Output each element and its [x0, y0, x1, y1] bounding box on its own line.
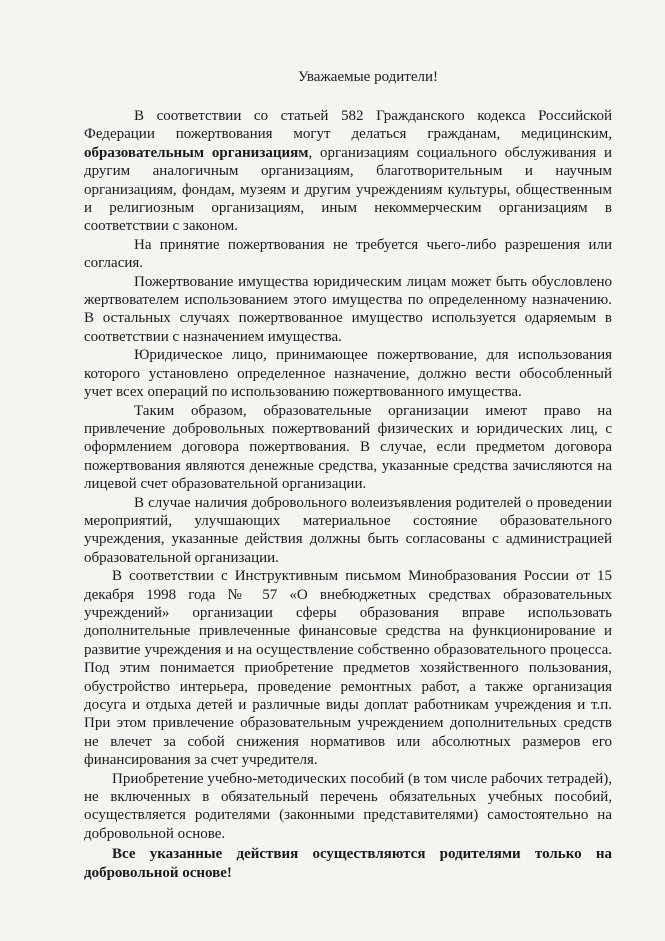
paragraph-civil-code-end: , организациям социального обслуживания и другим аналогичным организациям, благотворительным и научным организациям, фондам, музеям и другим учреждениям культуры, общественным и религиозным организациям, иным некоммерческим организациям в соответствии с законом.	[84, 144, 612, 235]
paragraph-workbooks: Приобретение учебно-методических пособий (в том числе рабочих тетрадей), не включенных в обязательный перечень обязательных учебных пособий, осуществляется родителями (законными представителями) самостоятельно на добровольной основе.	[84, 770, 612, 842]
final-statement: Все указанные действия осуществляются родителями только на добровольной основе!	[84, 846, 612, 881]
paragraph-no-permission: На принятие пожертвования не требуется чьего-либо разрешения или согласия.	[84, 236, 612, 272]
paragraph-right-to-attract: Таким образом, образовательные организации имеют право на привлечение добровольных пожертвований физических и юридических лиц, с оформлением договора пожертвования. В случае, если предметом договора пожертвования являются денежные средства, указанные средства зачисляются на лицевой счет образовательной организации.	[84, 402, 612, 493]
bold-educational-organizations: образовательным организациям	[84, 144, 309, 161]
paragraph-civil-code	[84, 107, 612, 236]
paragraph-separate-accounting: Юридическое лицо, принимающее пожертвование, для использования которого установлено определенное назначение, должно вести обособленный учет всех операций по использованию пожертвованного имущества.	[84, 347, 612, 401]
paragraph-instruction-letter: В соответствии с Инструктивным письмом Минобразования России от 15 декабря 1998 года № 57 «О внебюджетных средствах образовательных учреждений» организации сферы образования вправе использовать дополнительные привлеченные финансовые средства на функционирование и развитие учреждения и на осуществление собственно образовательного процесса. Под этим понимается приобретение предметов хозяйственного пользования, обустройство интерьера, проведение ремонтных работ, а также организация досуга и отдыха детей и различные виды доплат работникам учреждения и т.п. При этом привлечение образовательным учреждением дополнительных средств не влечет за собой снижения нормативов или абсолютных размеров его финансирования за счет учредителя.	[84, 568, 612, 769]
paragraph-property-donation: Пожертвование имущества юридическим лицам может быть обусловлено жертвователем использованием этого имущества по определенному назначению. В остальных случаях пожертвованное имущество используется одаряемым в соответствии с назначением имущества.	[84, 273, 612, 345]
paragraph-parents-will: В случае наличия добровольного волеизъявления родителей о проведении мероприятий, улучшающих материальное состояние образовательного учреждения, указанные действия должны быть согласованы с администрацией образовательной организации.	[84, 494, 612, 566]
document-title: Уважаемые родители!	[297, 69, 439, 85]
paragraph-civil-code-start: В соответствии со статьей 582 Гражданского кодекса Российской Федерации пожертвования могут делаться гражданам, медицинским,	[84, 108, 612, 143]
